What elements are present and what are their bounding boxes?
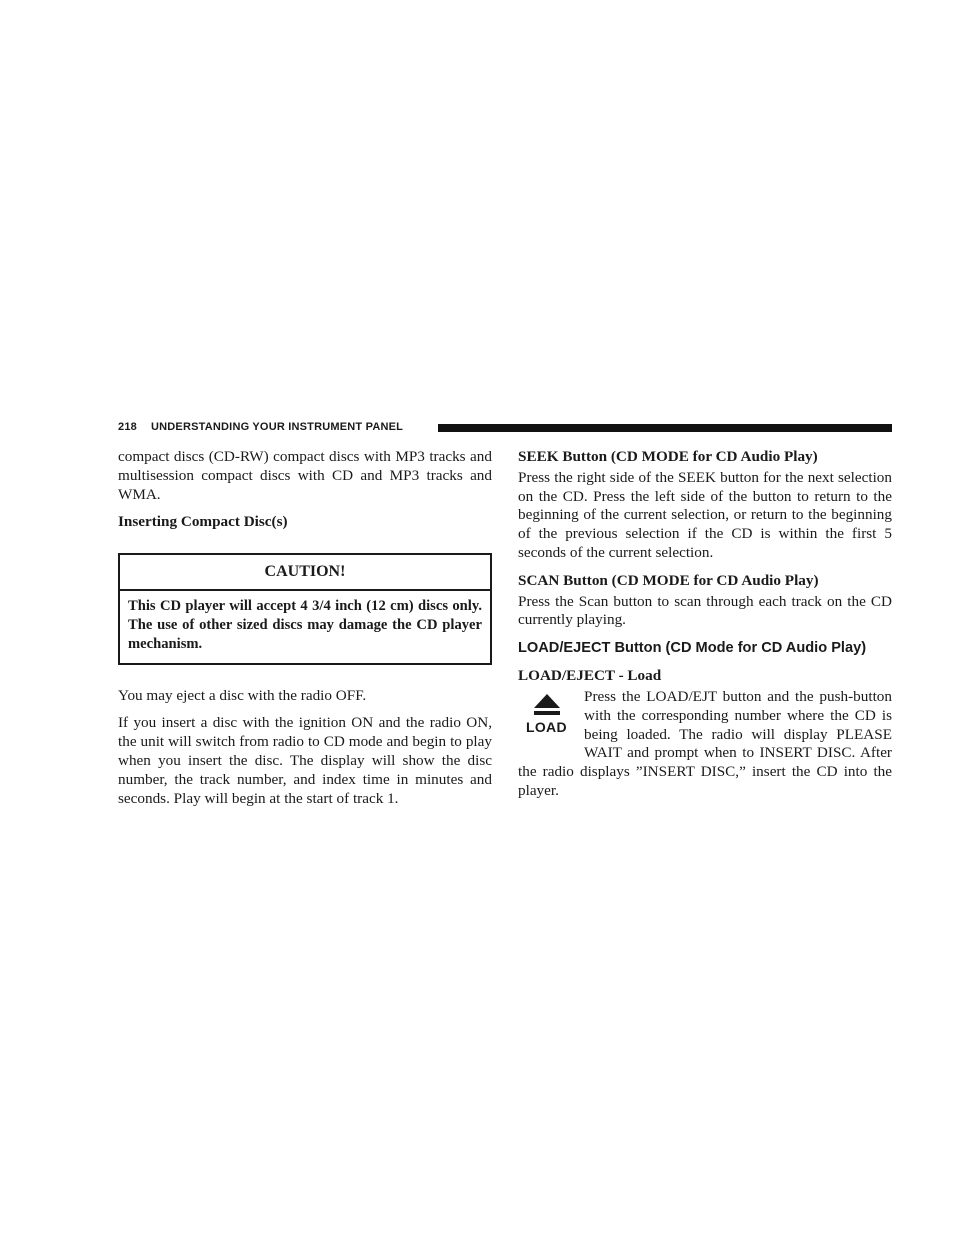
header-rule: [438, 424, 892, 432]
seek-paragraph: Press the right side of the SEEK button for the next selection on the CD. Press the left side of the button to return to the beginning of the current selection, or return to the beginning of the previous selection if the CD is within the first 5 seconds of the current selection.: [518, 468, 892, 561]
caution-title: CAUTION!: [120, 555, 490, 591]
eject-bar: [534, 711, 560, 715]
eject-icon: [518, 692, 578, 750]
load-sub-heading: LOAD/EJECT - Load: [518, 667, 662, 685]
load-eject-heading: LOAD/EJECT Button (CD Mode for CD Audio Play): [518, 640, 867, 657]
insert-on-paragraph: If you insert a disc with the ignition ON and the radio ON, the unit will switch from radio to CD mode and begin to play when you insert the disc. The display will show the disc number, the track number, and index time in minutes and seconds. Play will begin at the start of track 1.: [118, 714, 492, 807]
left-column: [118, 448, 492, 817]
load-icon-label: LOAD: [526, 718, 567, 735]
section-title: UNDERSTANDING YOUR INSTRUMENT PANEL: [151, 421, 404, 433]
load-block: [518, 688, 892, 801]
seek-heading: SEEK Button (CD MODE for CD Audio Play): [518, 448, 818, 465]
inserting-heading: Inserting Compact Disc(s): [118, 513, 288, 531]
intro-paragraph: compact discs (CD-RW) compact discs with MP3 tracks and multisession compact discs with CD and MP3 tracks and WMA.: [118, 448, 492, 503]
eject-triangle: [534, 694, 560, 708]
caution-text: This CD player will accept 4 3/4 inch (12 cm) discs only. The use of other sized discs may damage the CD player mechanism.: [128, 598, 482, 652]
load-paragraph: Press the LOAD/EJT button and the push-button with the corresponding number where the CD is being loaded. The radio will display PLEASE WAIT and prompt when to INSERT DISC. After the radio displays ”INSERT DISC,” insert the CD into the player.: [518, 687, 892, 799]
scan-paragraph: Press the Scan button to scan through each track on the CD currently playing.: [518, 592, 892, 629]
page-number: 218: [118, 421, 137, 433]
caution-box: [118, 553, 492, 664]
eject-off-paragraph: You may eject a disc with the radio OFF.: [118, 686, 367, 704]
right-column: [518, 448, 892, 810]
page-header: [118, 420, 892, 436]
scan-heading: SCAN Button (CD MODE for CD Audio Play): [518, 571, 819, 589]
